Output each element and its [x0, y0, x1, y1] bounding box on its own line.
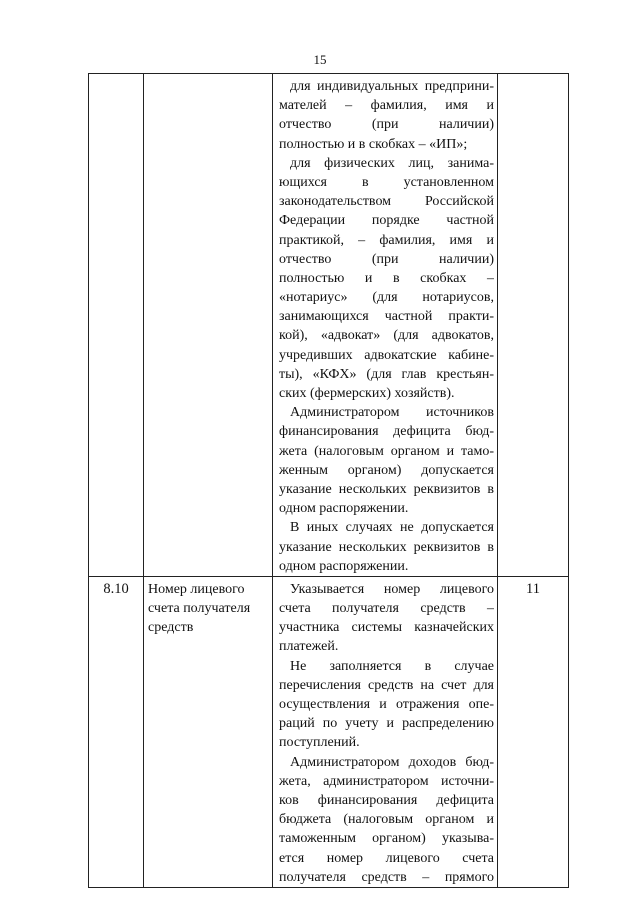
text-line: указание нескольких реквизитов в [279, 539, 494, 555]
text-line: бюджета (налоговым органом и [279, 812, 494, 828]
requisites-table [88, 73, 569, 888]
text-line: занимающихся частной практи- [279, 309, 494, 325]
field-name-cell [144, 74, 273, 577]
text-line: Не заполняется в случае [290, 658, 494, 674]
text-line: ков финансирования дефицита [279, 792, 494, 808]
column-4-value: 11 [526, 580, 540, 597]
text-line: учредивших адвокатские кабине- [279, 347, 494, 363]
text-line: мателей – фамилия, имя и [279, 98, 494, 114]
text-line: осуществления и отражения опе- [279, 697, 494, 712]
description-cell [273, 576, 498, 887]
text-line: получателя средств – прямого [279, 869, 494, 885]
text-line: полностью и в скобках – «ИП»; [279, 136, 468, 152]
text-line: участника системы казначейских [279, 620, 494, 636]
row-number [89, 74, 143, 77]
field-name-line: Номер лицевого [148, 581, 245, 597]
text-line: женным органом) допускается [279, 462, 494, 478]
column-4-cell [498, 576, 569, 887]
text-line: отчество (при наличии) [279, 117, 494, 133]
text-line: ских (фермерских) хозяйств). [279, 386, 455, 401]
field-name [144, 577, 272, 637]
text-line: отчество (при наличии) [279, 251, 494, 267]
text-line: одном распоряжении. [279, 501, 409, 517]
text-line: перечисления средств на счет для [279, 677, 494, 693]
text-line: раций по учету и распределению [279, 716, 494, 732]
text-line: жета (налоговым органом и тамо- [279, 443, 494, 459]
field-name-line: счета получателя [148, 600, 251, 616]
row-number: 8.10 [103, 580, 129, 597]
text-line: указание нескольких реквизитов в [279, 481, 494, 497]
text-line: кой), «адвокат» (для адвокатов, [279, 328, 494, 344]
text-line: практикой, – фамилия, имя и [279, 232, 494, 248]
description-text [273, 74, 497, 576]
text-line: полностью и в скобках – [279, 270, 494, 286]
text-line: Федерации порядке частной [279, 213, 494, 229]
description-text [273, 577, 497, 887]
text-line: счета получателя средств – [279, 601, 494, 617]
text-line: ется номер лицевого счета [279, 850, 494, 866]
field-name-cell [144, 576, 273, 887]
table-row [89, 576, 569, 887]
text-line: В иных случаях не допускается [290, 520, 494, 536]
description-cell [273, 74, 498, 577]
text-line: «нотариус» (для нотариусов, [279, 290, 494, 306]
text-line: Администратором источников [290, 405, 494, 421]
text-line: поступлений. [279, 735, 360, 751]
text-line: таможенным органом) указыва- [279, 831, 494, 847]
column-4-cell [498, 74, 569, 577]
column-4-value [498, 74, 568, 77]
text-line: Администратором доходов бюд- [290, 754, 494, 770]
text-line: платежей. [279, 639, 339, 655]
text-line: законодательством Российской [279, 194, 494, 210]
table-row [89, 74, 569, 577]
text-line: финансирования дефицита бюд- [279, 424, 494, 440]
text-line: жета, администратором источни- [279, 773, 494, 789]
text-line: для индивидуальных предприни- [290, 79, 494, 94]
row-number-cell [89, 74, 144, 577]
text-line: одном распоряжении. [279, 558, 409, 574]
text-line: для физических лиц, занима- [290, 155, 494, 171]
row-number-cell [89, 576, 144, 887]
text-line: ющихся в установленном [279, 174, 494, 190]
text-line: ты), «КФХ» (для глав крестьян- [279, 366, 494, 382]
page-number: 15 [313, 52, 327, 67]
text-line: Указывается номер лицевого [290, 581, 494, 597]
field-name-line: средств [148, 619, 194, 635]
